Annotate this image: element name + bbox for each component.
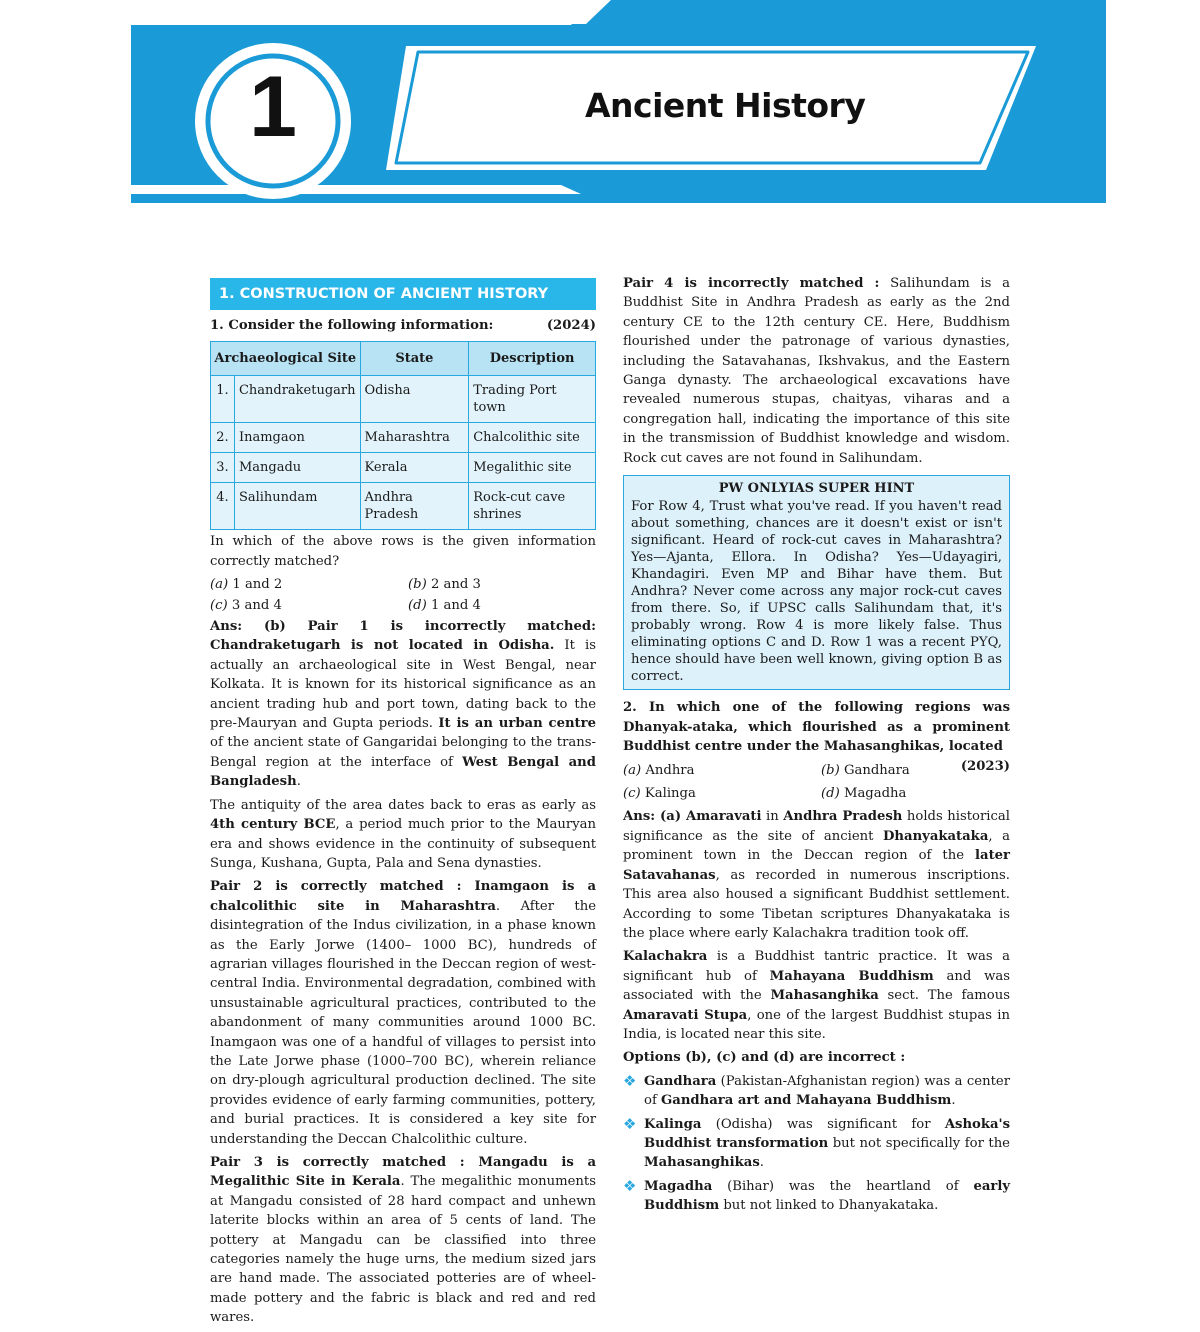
pair-3-paragraph: Pair 3 is correctly matched : Mangadu is a Megalithic Site in Kerala. The megalithic monuments at Mangadu consisted of 28 hard compact and unhewn laterite blocks within an area of 5 cents of land. The pottery at Mangadu can be classified into three categories namely the huge urns, the medium sized jars are hand made. The associated potteries are of wheel-made pottery and the fabric is black and red and red wares. bbox=[210, 1155, 596, 1326]
question-1-text: 1. Consider the following information: bbox=[210, 318, 494, 333]
section-heading: 1. CONSTRUCTION OF ANCIENT HISTORY bbox=[210, 278, 596, 310]
table-cell-num: 3. bbox=[211, 453, 235, 483]
option-d: (d) 1 and 4 bbox=[408, 597, 481, 613]
pair-4-paragraph: Pair 4 is incorrectly matched : Salihundam is a Buddhist Site in Andhra Pradesh as early as the 2nd century CE to the 12th century CE. Here, Buddhism flourished under the patronage of various dynasties, including the Satavahanas, Ikshvakus, and the Eastern Ganga dynasty. The archaeological excavations have revealed numerous stupas, chaityas, viharas and a congregation hall, indicating the importance of this site in the transmission of Buddhist knowledge and wisdom. Rock cut caves are not found in Salihundam. bbox=[623, 276, 1010, 466]
table-cell-desc: Trading Port town bbox=[469, 376, 596, 423]
list-item: ❖ Gandhara (Pakistan-Afghanistan region) was a center of Gandhara art and Mahayana Buddhism. bbox=[623, 1071, 1010, 1109]
table-cell-site: Inamgaon bbox=[234, 423, 360, 453]
table-cell-num: 1. bbox=[211, 376, 235, 423]
table-row bbox=[211, 483, 596, 530]
pair-2-paragraph: Pair 2 is correctly matched : Inamgaon is a chalcolithic site in Maharashtra. After the disintegration of the Indus civilization, in a phase known as the Early Jorwe (1400– 1000 BC), hundreds of agrarian villages flourished in the Deccan region of west-central India. Environmental degradation, combined with unsustainable agricultural practices, contributed to the abandonment of many communities around 1000 BC. Inamgaon was one of a handful of villages to persist into the Late Jorwe phase (1000–700 BC), wherein reliance on dry-plough agricultural production declined. The site provides evidence of early farming communities, pottery, and burial practices. It is considered a key site for understanding the Deccan Chalcolithic culture. bbox=[210, 879, 596, 1147]
table-cell-desc: Megalithic site bbox=[469, 453, 596, 483]
list-item: ❖ Kalinga (Odisha) was significant for Ashoka's Buddhist transformation but not specifically for the Mahasanghikas. bbox=[623, 1114, 1010, 1171]
diamond-bullet-icon: ❖ bbox=[623, 1176, 637, 1195]
option-a: (a) Andhra bbox=[623, 762, 695, 778]
option-b: (b) Gandhara bbox=[821, 762, 910, 778]
table-cell-state: Andhra Pradesh bbox=[360, 483, 469, 530]
question-2-year: (2023) bbox=[960, 758, 1010, 774]
answer-2-paragraph: Ans: (a) Amaravati in Andhra Pradesh holds historical significance as the site of ancient Dhanyakataka, a prominent town in the Deccan region of the later Satavahanas, as recorded in numerous inscriptions. This area also housed a significant Buddhist settlement. According to some Tibetan scriptures Dhanyakataka is the place where early Kalachakra tradition took off. bbox=[623, 809, 1011, 941]
table-cell-state: Odisha bbox=[360, 376, 469, 423]
chapter-title: Ancient History bbox=[585, 86, 866, 125]
diamond-bullet-icon: ❖ bbox=[623, 1071, 637, 1090]
table-header-row bbox=[211, 342, 596, 376]
table-cell-state: Maharashtra bbox=[360, 423, 469, 453]
table-header-state: State bbox=[360, 342, 469, 376]
question-2-stem: 2. In which one of the following regions was Dhanyak-ataka, which flourished as a prominent Buddhist centre under the Mahasanghikas, located (2023) bbox=[623, 698, 1010, 756]
diamond-bullet-icon: ❖ bbox=[623, 1114, 637, 1133]
incorrect-options-list bbox=[623, 1072, 1010, 1216]
chapter-number: 1 bbox=[249, 59, 297, 155]
super-hint-title: PW ONLYIAS SUPER HINT bbox=[718, 481, 915, 497]
archaeological-sites-table bbox=[210, 341, 596, 530]
table-cell-site: Mangadu bbox=[234, 453, 360, 483]
table-cell-num: 2. bbox=[211, 423, 235, 453]
table-header-description: Description bbox=[469, 342, 596, 376]
option-b: (b) 2 and 3 bbox=[408, 577, 481, 593]
antiquity-paragraph: The antiquity of the area dates back to eras as early as 4th century BCE, a period much prior to the Mauryan era and shows evidence in the continuity of subsequent Sunga, Kushana, Gupta, Pala and Sena dynasties. bbox=[210, 797, 596, 871]
option-c: (c) Kalinga bbox=[623, 786, 696, 802]
question-1-stem bbox=[210, 316, 596, 335]
option-d: (d) Magadha bbox=[821, 786, 907, 802]
answer-1-paragraph: Ans: (b) Pair 1 is incorrectly matched: Chandraketugarh is not located in Odisha. It is actually an archaeological site in West Bengal, near Kolkata. It is known for its historical significance as an ancient trading hub and port town, dating back to the pre-Mauryan and Gupta periods. It is an urban centre of the ancient state of Gangaridai belonging to the trans-Bengal region at the interface of West Bengal and Bangladesh. bbox=[210, 619, 596, 790]
super-hint-text: For Row 4, Trust what you've read. If you haven't read about something, chances are it doesn't exist or isn't significant. Heard of rock-cut caves in Maharashtra? Yes—Ajanta, Ellora. In Odisha? Yes—Udayagiri, Khandagiri. Even MP and Bihar have them. But Andhra? Never come across any major rock-cut caves from there. So, if UPSC calls Salihundam that, it's probably wrong. Row 4 is more likely false. Thus eliminating options C and D. Row 1 was a recent PYQ, hence should have been well known, giving option B as correct. bbox=[631, 499, 1002, 684]
question-1-options bbox=[210, 575, 596, 615]
table-cell-desc: Chalcolithic site bbox=[469, 423, 596, 453]
list-item: ❖ Magadha (Bihar) was the heartland of early Buddhism but not linked to Dhanyakataka. bbox=[623, 1176, 1010, 1214]
super-hint-box bbox=[623, 475, 1010, 690]
question-1-prompt: In which of the above rows is the given information correctly matched? bbox=[210, 534, 596, 569]
option-a: (a) 1 and 2 bbox=[210, 577, 283, 593]
table-cell-state: Kerala bbox=[360, 453, 469, 483]
table-row bbox=[211, 423, 596, 453]
question-1-year: (2024) bbox=[546, 318, 596, 333]
table-row bbox=[211, 453, 596, 483]
incorrect-options-heading: Options (b), (c) and (d) are incorrect : bbox=[623, 1050, 906, 1066]
table-cell-site: Salihundam bbox=[234, 483, 360, 530]
kalachakra-paragraph: Kalachakra is a Buddhist tantric practice. It was a significant hub of Mahayana Buddhism and was associated with the Mahasanghika sect. The famous Amaravati Stupa, one of the largest Buddhist stupas in India, is located near this site. bbox=[623, 949, 1011, 1042]
table-row bbox=[211, 376, 596, 423]
question-2-options bbox=[623, 761, 961, 804]
table-cell-site: Chandraketugarh bbox=[234, 376, 360, 423]
left-column bbox=[210, 278, 596, 1332]
right-column bbox=[623, 274, 1010, 1220]
table-cell-desc: Rock-cut cave shrines bbox=[469, 483, 596, 530]
option-c: (c) 3 and 4 bbox=[210, 597, 282, 613]
table-header-site: Archaeological Site bbox=[211, 342, 361, 376]
table-cell-num: 4. bbox=[211, 483, 235, 530]
